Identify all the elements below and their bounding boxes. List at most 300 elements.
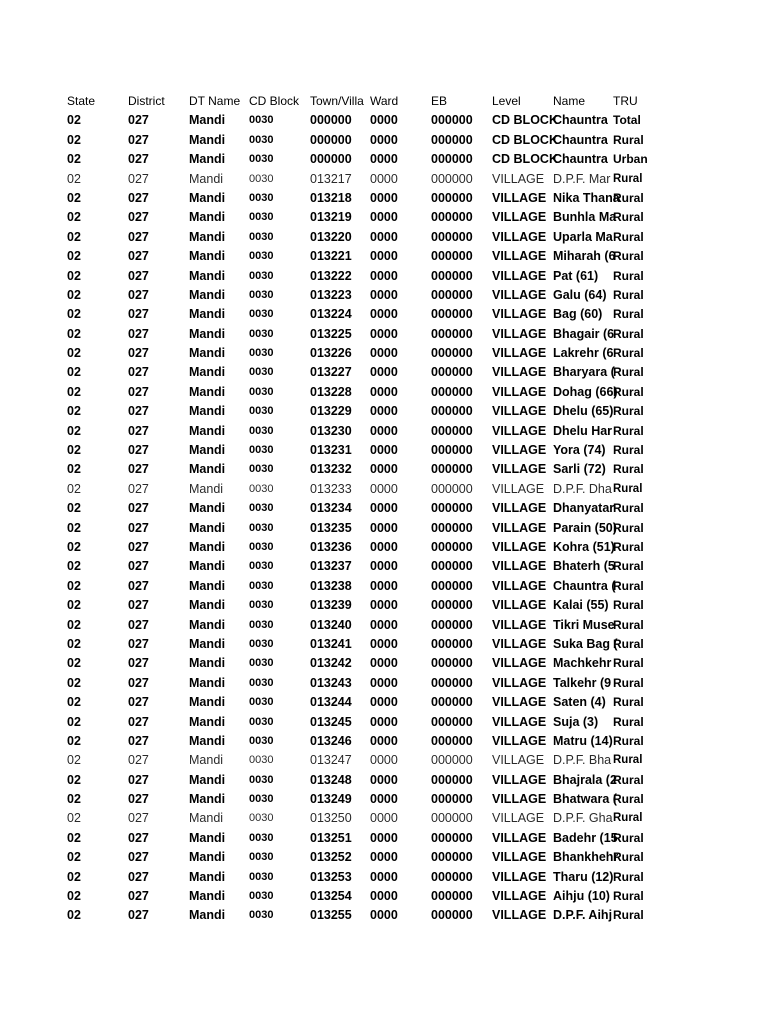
cell-dt-name: Mandi [189,695,226,710]
cell-town-village: 013237 [310,559,352,574]
cell-name: Sarli (72) [553,462,606,477]
cell-level: VILLAGE [492,307,547,322]
cell-district: 027 [128,287,149,302]
cell-name: Aihju (10) [553,889,610,904]
cell-level: VILLAGE [492,830,547,845]
cell-dt-name: Mandi [189,520,226,535]
cell-dt-name: Mandi [189,326,226,341]
cell-town-village: 013251 [310,830,352,845]
cell-eb: 000000 [431,733,473,748]
cell-name: D.P.F. Dha [553,481,612,496]
cell-name: Bhajrala (2 [553,772,617,787]
cell-state: 02 [67,889,81,904]
table-row [67,422,767,441]
cell-town-village: 013238 [310,578,352,593]
cell-state: 02 [67,714,81,729]
cell-dt-name: Mandi [189,869,226,884]
cell-state: 02 [67,249,81,264]
cell-dt-name: Mandi [189,152,226,167]
table-row [67,208,767,227]
cell-ward: 0000 [370,908,398,923]
cell-dt-name: Mandi [189,559,226,574]
cell-eb: 000000 [431,171,473,186]
cell-eb: 000000 [431,617,473,632]
cell-name: Kalai (55) [553,598,609,613]
cell-level: VILLAGE [492,423,547,438]
cell-cd-block: 0030 [249,618,274,631]
cell-eb: 000000 [431,113,473,128]
cell-dt-name: Mandi [189,636,226,651]
table-row [67,111,767,130]
cell-town-village: 013248 [310,772,352,787]
table-row [67,790,767,809]
cell-state: 02 [67,869,81,884]
cell-ward: 0000 [370,772,398,787]
cell-district: 027 [128,210,149,225]
cell-tru: Rural [613,559,644,574]
cell-tru: Rural [613,656,644,671]
cell-cd-block: 0030 [249,250,274,263]
cell-name: Dhanyatar [553,501,615,516]
cell-level: VILLAGE [492,384,547,399]
cell-state: 02 [67,520,81,535]
cell-district: 027 [128,908,149,923]
cell-dt-name: Mandi [189,501,226,516]
cell-state: 02 [67,462,81,477]
cell-level: VILLAGE [492,249,547,264]
cell-name: Machkehr [553,656,612,671]
cell-town-village: 013254 [310,889,352,904]
census-table [67,92,767,926]
cell-cd-block: 0030 [249,521,274,534]
cell-ward: 0000 [370,539,398,554]
cell-name: Bag (60) [553,307,603,322]
table-row [67,189,767,208]
cell-eb: 000000 [431,792,473,807]
cell-ward: 0000 [370,423,398,438]
cell-dt-name: Mandi [189,365,226,380]
column-header-level: Level [492,94,521,108]
cell-cd-block: 0030 [249,831,274,844]
cell-cd-block: 0030 [249,909,274,922]
cell-state: 02 [67,132,81,147]
cell-eb: 000000 [431,481,473,496]
cell-state: 02 [67,346,81,361]
cell-ward: 0000 [370,830,398,845]
table-row [67,267,767,286]
cell-tru: Rural [613,792,644,807]
cell-level: VILLAGE [492,443,547,458]
cell-eb: 000000 [431,889,473,904]
cell-district: 027 [128,850,149,865]
cell-tru: Rural [613,229,644,244]
cell-district: 027 [128,733,149,748]
cell-town-village: 013234 [310,501,352,516]
cell-state: 02 [67,171,81,186]
cell-name: Chauntra ( [553,578,616,593]
cell-name: Tharu (12) [553,869,614,884]
cell-town-village: 013220 [310,229,352,244]
cell-dt-name: Mandi [189,249,226,264]
cell-dt-name: Mandi [189,268,226,283]
cell-level: CD BLOCK [492,113,558,128]
cell-state: 02 [67,229,81,244]
cell-dt-name: Mandi [189,229,226,244]
cell-ward: 0000 [370,443,398,458]
cell-town-village: 013253 [310,869,352,884]
cell-town-village: 013223 [310,287,352,302]
cell-name: Lakrehr (6 [553,346,614,361]
cell-eb: 000000 [431,656,473,671]
cell-dt-name: Mandi [189,384,226,399]
cell-eb: 000000 [431,559,473,574]
cell-name: D.P.F. Mar [553,171,611,186]
table-row [67,713,767,732]
table-row [67,441,767,460]
cell-state: 02 [67,636,81,651]
cell-eb: 000000 [431,811,473,826]
cell-dt-name: Mandi [189,772,226,787]
cell-tru: Rural [613,812,643,825]
cell-tru: Rural [613,172,643,185]
cell-town-village: 013240 [310,617,352,632]
cell-level: VILLAGE [492,850,547,865]
table-row [67,131,767,150]
cell-state: 02 [67,113,81,128]
cell-ward: 0000 [370,869,398,884]
cell-dt-name: Mandi [189,733,226,748]
cell-district: 027 [128,714,149,729]
cell-ward: 0000 [370,792,398,807]
table-row [67,771,767,790]
table-row [67,557,767,576]
cell-dt-name: Mandi [189,190,226,205]
cell-town-village: 013249 [310,792,352,807]
cell-dt-name: Mandi [189,481,224,496]
table-row [67,519,767,538]
cell-district: 027 [128,113,149,128]
cell-name: Dohag (66) [553,384,618,399]
cell-name: Matru (14) [553,733,613,748]
cell-eb: 000000 [431,346,473,361]
cell-cd-block: 0030 [249,793,274,806]
cell-name: Dhelu Har [553,423,613,438]
cell-town-village: 013252 [310,850,352,865]
cell-state: 02 [67,210,81,225]
cell-tru: Rural [613,675,644,690]
cell-name: D.P.F. Aihj [553,908,613,923]
cell-town-village: 013246 [310,733,352,748]
cell-level: VILLAGE [492,578,547,593]
cell-cd-block: 0030 [249,696,274,709]
cell-name: Nika Thana [553,190,620,205]
cell-dt-name: Mandi [189,210,226,225]
cell-cd-block: 0030 [249,890,274,903]
cell-level: VILLAGE [492,695,547,710]
cell-cd-block: 0030 [249,230,274,243]
cell-level: VILLAGE [492,714,547,729]
cell-dt-name: Mandi [189,714,226,729]
cell-town-village: 013232 [310,462,352,477]
cell-name: Uparla Ma [553,229,613,244]
cell-level: VILLAGE [492,656,547,671]
cell-name: D.P.F. Gha [553,811,613,826]
cell-district: 027 [128,889,149,904]
cell-state: 02 [67,152,81,167]
cell-district: 027 [128,365,149,380]
cell-name: Suka Bag ( [553,636,618,651]
table-row [67,305,767,324]
cell-ward: 0000 [370,384,398,399]
cell-town-village: 013222 [310,268,352,283]
column-header-name: Name [553,94,586,108]
cell-tru: Rural [613,249,644,264]
cell-eb: 000000 [431,132,473,147]
cell-tru: Rural [613,326,644,341]
cell-cd-block: 0030 [249,773,274,786]
cell-level: VILLAGE [492,404,547,419]
cell-tru: Rural [613,462,644,477]
cell-tru: Rural [613,754,643,767]
cell-district: 027 [128,384,149,399]
cell-district: 027 [128,772,149,787]
table-row [67,286,767,305]
cell-state: 02 [67,695,81,710]
cell-level: VILLAGE [492,539,547,554]
cell-town-village: 013239 [310,598,352,613]
cell-state: 02 [67,268,81,283]
cell-ward: 0000 [370,481,398,496]
cell-cd-block: 0030 [249,347,274,360]
cell-level: VILLAGE [492,462,547,477]
cell-cd-block: 0030 [249,870,274,883]
cell-eb: 000000 [431,190,473,205]
cell-district: 027 [128,695,149,710]
table-body [67,111,767,925]
table-row [67,363,767,382]
cell-tru: Rural [613,539,644,554]
cell-tru: Rural [613,520,644,535]
cell-level: VILLAGE [492,268,547,283]
cell-town-village: 013233 [310,481,352,496]
cell-town-village: 013219 [310,210,352,225]
table-row [67,654,767,673]
cell-state: 02 [67,830,81,845]
cell-town-village: 013230 [310,423,352,438]
cell-state: 02 [67,578,81,593]
cell-cd-block: 0030 [249,851,274,864]
cell-town-village: 013241 [310,636,352,651]
cell-cd-block: 0030 [249,405,274,418]
table-row [67,848,767,867]
cell-cd-block: 0030 [249,734,274,747]
cell-district: 027 [128,869,149,884]
cell-cd-block: 0030 [249,540,274,553]
cell-level: VILLAGE [492,520,547,535]
cell-eb: 000000 [431,268,473,283]
cell-level: VILLAGE [492,346,547,361]
cell-cd-block: 0030 [249,114,274,127]
cell-level: VILLAGE [492,171,545,186]
cell-eb: 000000 [431,210,473,225]
cell-level: VILLAGE [492,559,547,574]
column-header-ward: Ward [370,94,399,108]
cell-dt-name: Mandi [189,811,224,826]
cell-cd-block: 0030 [249,502,274,515]
cell-state: 02 [67,559,81,574]
cell-dt-name: Mandi [189,423,226,438]
table-row [67,247,767,266]
cell-eb: 000000 [431,152,473,167]
cell-eb: 000000 [431,578,473,593]
cell-tru: Rural [613,482,643,495]
cell-name: Talkehr (9 [553,675,612,690]
cell-state: 02 [67,811,81,826]
cell-state: 02 [67,539,81,554]
cell-tru: Rural [613,772,644,787]
cell-eb: 000000 [431,462,473,477]
cell-state: 02 [67,733,81,748]
cell-district: 027 [128,753,149,768]
cell-tru: Rural [613,695,644,710]
cell-level: VILLAGE [492,326,547,341]
cell-town-village: 013235 [310,520,352,535]
cell-town-village: 013221 [310,249,352,264]
cell-district: 027 [128,190,149,205]
cell-eb: 000000 [431,636,473,651]
cell-ward: 0000 [370,636,398,651]
cell-name: Bharyara ( [553,365,615,380]
cell-level: VILLAGE [492,889,547,904]
cell-cd-block: 0030 [249,637,274,650]
table-row [67,460,767,479]
cell-eb: 000000 [431,753,473,768]
cell-cd-block: 0030 [249,715,274,728]
cell-district: 027 [128,481,149,496]
cell-town-village: 013243 [310,675,352,690]
cell-state: 02 [67,792,81,807]
cell-ward: 0000 [370,520,398,535]
cell-state: 02 [67,190,81,205]
column-header-state: State [67,94,96,108]
cell-district: 027 [128,675,149,690]
cell-eb: 000000 [431,229,473,244]
cell-ward: 0000 [370,753,398,768]
cell-town-village: 013250 [310,811,352,826]
column-header-eb: EB [431,94,448,108]
cell-town-village: 013227 [310,365,352,380]
cell-tru: Rural [613,423,644,438]
cell-district: 027 [128,520,149,535]
column-header-town-village: Town/Villa [310,94,364,108]
cell-ward: 0000 [370,598,398,613]
table-row [67,383,767,402]
cell-dt-name: Mandi [189,171,224,186]
cell-level: VILLAGE [492,210,547,225]
cell-dt-name: Mandi [189,889,226,904]
cell-dt-name: Mandi [189,307,226,322]
cell-level: VILLAGE [492,753,545,768]
cell-tru: Rural [613,443,644,458]
cell-town-village: 000000 [310,132,352,147]
table-row [67,887,767,906]
cell-tru: Rural [613,578,644,593]
cell-level: VILLAGE [492,675,547,690]
cell-level: VILLAGE [492,636,547,651]
cell-eb: 000000 [431,249,473,264]
cell-cd-block: 0030 [249,288,274,301]
table-row [67,751,767,770]
cell-district: 027 [128,539,149,554]
cell-district: 027 [128,229,149,244]
cell-district: 027 [128,792,149,807]
cell-state: 02 [67,675,81,690]
cell-name: Yora (74) [553,443,606,458]
cell-name: Bhankhehr [553,850,619,865]
cell-state: 02 [67,307,81,322]
cell-name: Bunhla Ma [553,210,617,225]
cell-eb: 000000 [431,443,473,458]
table-row [67,538,767,557]
cell-tru: Rural [613,404,644,419]
table-header-row [67,92,767,111]
cell-ward: 0000 [370,287,398,302]
cell-ward: 0000 [370,268,398,283]
cell-eb: 000000 [431,850,473,865]
cell-eb: 000000 [431,423,473,438]
cell-dt-name: Mandi [189,792,226,807]
cell-tru: Rural [613,850,644,865]
cell-eb: 000000 [431,695,473,710]
cell-district: 027 [128,443,149,458]
cell-district: 027 [128,132,149,147]
cell-name: Bhaterh (5 [553,559,615,574]
cell-eb: 000000 [431,365,473,380]
cell-state: 02 [67,287,81,302]
table-row [67,829,767,848]
cell-eb: 000000 [431,598,473,613]
cell-level: VILLAGE [492,908,547,923]
cell-dt-name: Mandi [189,675,226,690]
cell-cd-block: 0030 [249,676,274,689]
cell-state: 02 [67,404,81,419]
cell-name: Chauntra [553,113,608,128]
table-row [67,635,767,654]
cell-state: 02 [67,423,81,438]
cell-ward: 0000 [370,850,398,865]
cell-name: Chauntra [553,132,608,147]
cell-town-village: 013236 [310,539,352,554]
cell-tru: Rural [613,268,644,283]
cell-name: Suja (3) [553,714,599,729]
cell-name: Pat (61) [553,268,599,283]
column-header-dt-name: DT Name [189,94,241,108]
cell-district: 027 [128,423,149,438]
cell-tru: Rural [613,830,644,845]
cell-eb: 000000 [431,326,473,341]
cell-eb: 000000 [431,520,473,535]
cell-eb: 000000 [431,830,473,845]
cell-eb: 000000 [431,501,473,516]
cell-ward: 0000 [370,559,398,574]
cell-ward: 0000 [370,578,398,593]
cell-tru: Total [613,113,641,128]
column-header-cd-block: CD Block [249,94,300,108]
cell-eb: 000000 [431,675,473,690]
cell-dt-name: Mandi [189,113,226,128]
cell-name: Parain (50) [553,520,617,535]
cell-dt-name: Mandi [189,346,226,361]
